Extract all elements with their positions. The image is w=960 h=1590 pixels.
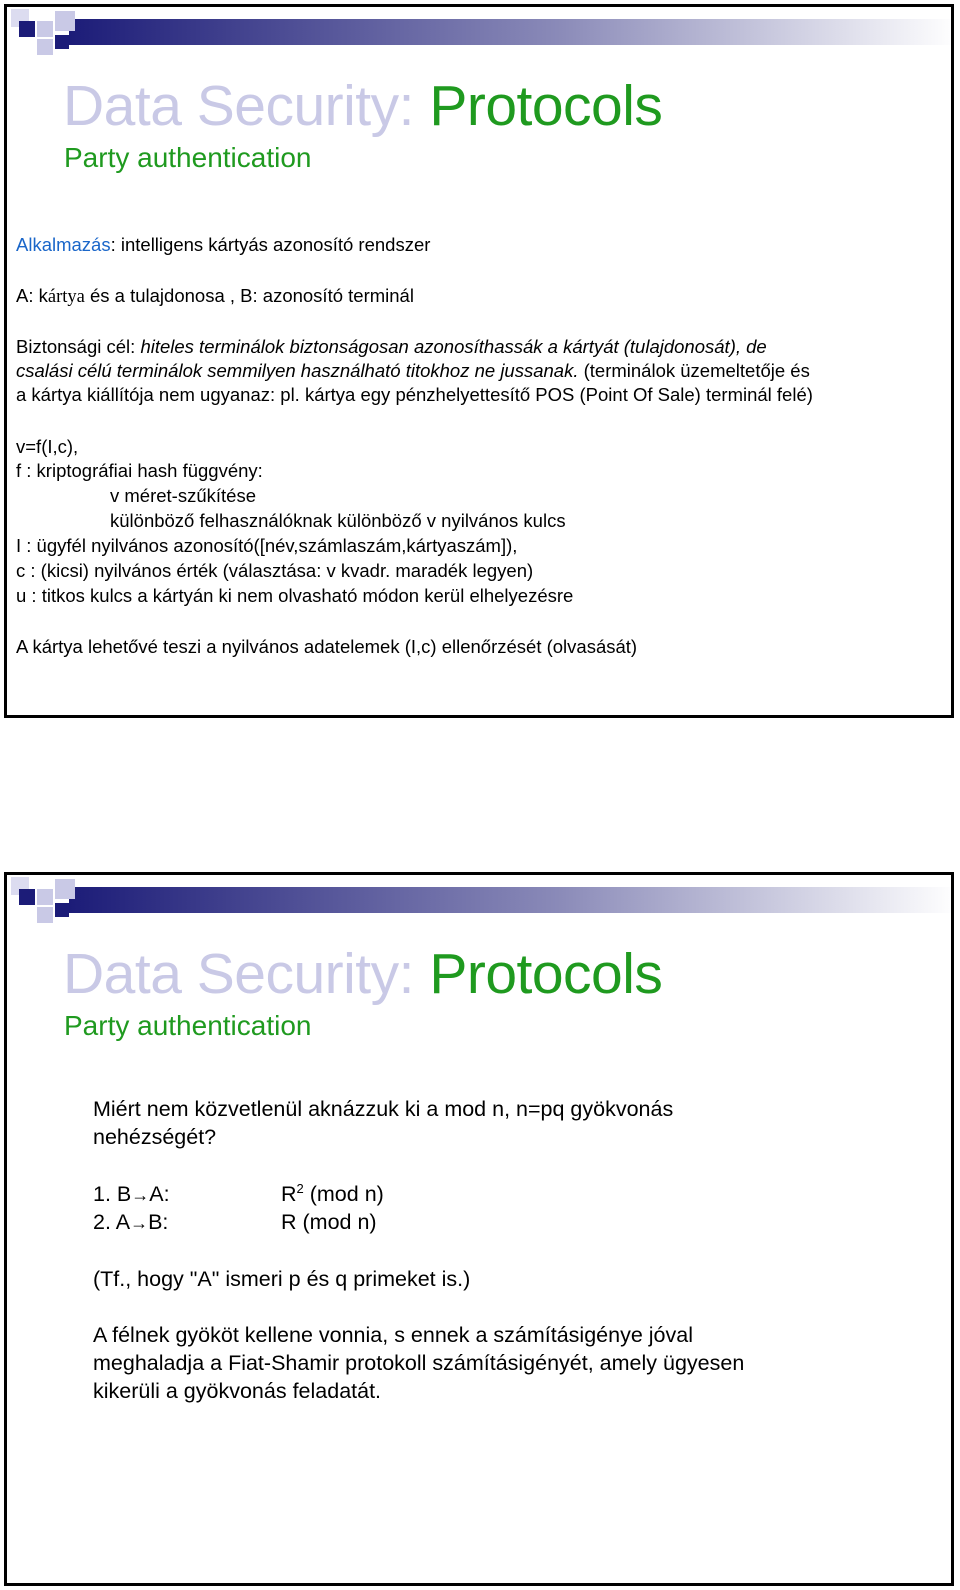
title-green-part: Protocols — [429, 942, 663, 1006]
protocol-step-1 — [93, 1180, 170, 1209]
step-1-msg-rest: (mod n) — [303, 1182, 384, 1206]
parties-serif-word: ártya — [47, 287, 85, 307]
parties-rest: és a tulajdonosa , B: azonosító terminál — [84, 285, 414, 306]
f-definition: f : kriptográfiai hash függvény: — [16, 460, 263, 481]
goal-line-1 — [16, 334, 767, 360]
protocol-step-2 — [93, 1208, 168, 1237]
parties-prefix: A: k — [16, 285, 48, 306]
u-definition: u : titkos kulcs a kártyán ki nem olvasható módon kerül elhelyezésre — [16, 585, 574, 606]
conclusion-line-3: kikerüli a gyökvonás feladatát. — [93, 1379, 382, 1403]
step-1-msg-base: R — [281, 1182, 297, 1206]
goal-italic-1: hiteles terminálok biztonságosan azonosíthassák a kártyát (tulajdonosát), de — [140, 336, 767, 357]
parties-line — [16, 283, 414, 310]
goal-line-3: a kártya kiállítója nem ugyanaz: pl. kártya egy pénzhelyettesítő POS (Point Of Sale) terminál felé) — [16, 384, 813, 405]
application-label: Alkalmazás — [16, 234, 111, 255]
protocol-step-1-message — [281, 1180, 384, 1208]
f-subitem-1: v méret-szűkítése — [110, 485, 256, 506]
conclusion-line-1: A félnek gyököt kellene vonnia, s ennek a számításigénye jóval — [93, 1323, 693, 1347]
goal-label: Biztonsági cél: — [16, 336, 141, 357]
slide-subtitle: Party authentication — [64, 1010, 312, 1041]
c-definition: c : (kicsi) nyilvános érték (választása: v kvadr. maradék legyen) — [16, 560, 534, 581]
right-arrow-icon: → — [130, 1213, 149, 1233]
title-light-part: Data Security: — [63, 74, 430, 138]
protocol-step-2-message: R (mod n) — [281, 1210, 377, 1234]
step-1-party: A: — [149, 1182, 170, 1206]
v-definition: v=f(I,c), — [16, 436, 79, 457]
title-green-part: Protocols — [429, 74, 663, 138]
i-definition: I : ügyfél nyilvános azonosító([név,számlaszám,kártyaszám]), — [16, 535, 518, 556]
step-2-number: 2. A — [93, 1210, 131, 1234]
conclusion-line-2: meghaladja a Fiat-Shamir protokoll számításigényét, amely ügyesen — [93, 1351, 745, 1375]
slide-subtitle: Party authentication — [64, 142, 312, 173]
goal-italic-2: csalási célú terminálok semmilyen használható titokhoz ne jussanak. — [16, 360, 579, 381]
f-subitem-2: különböző felhasználóknak különböző v nyilvános kulcs — [110, 510, 566, 531]
slide-title — [63, 73, 662, 139]
goal-rest-2: (terminálok üzemeltetője és — [578, 360, 810, 381]
application-line — [16, 232, 430, 258]
step-1-msg-sup: 2 — [296, 1180, 304, 1196]
assumption-line: (Tf., hogy "A" ismeri p és q primeket is.) — [93, 1267, 471, 1291]
slide-1 — [4, 4, 954, 718]
question-line-1: Miért nem közvetlenül aknázzuk ki a mod n, n=pq gyökvonás — [93, 1097, 674, 1121]
slide-2 — [4, 872, 954, 1586]
slide-title — [63, 941, 662, 1007]
question-line-2: nehézségét? — [93, 1125, 217, 1149]
step-2-party: B: — [148, 1210, 169, 1234]
title-light-part: Data Security: — [63, 942, 430, 1006]
step-1-number: 1. B — [93, 1182, 132, 1206]
right-arrow-icon: → — [131, 1185, 150, 1205]
application-text: : intelligens kártyás azonosító rendszer — [110, 234, 431, 255]
slide-header-decoration — [7, 7, 954, 67]
card-enables-line: A kártya lehetővé teszi a nyilvános adatelemek (I,c) ellenőrzését (olvasását) — [16, 636, 638, 657]
goal-line-2 — [16, 358, 810, 384]
slide-header-decoration — [7, 875, 954, 935]
